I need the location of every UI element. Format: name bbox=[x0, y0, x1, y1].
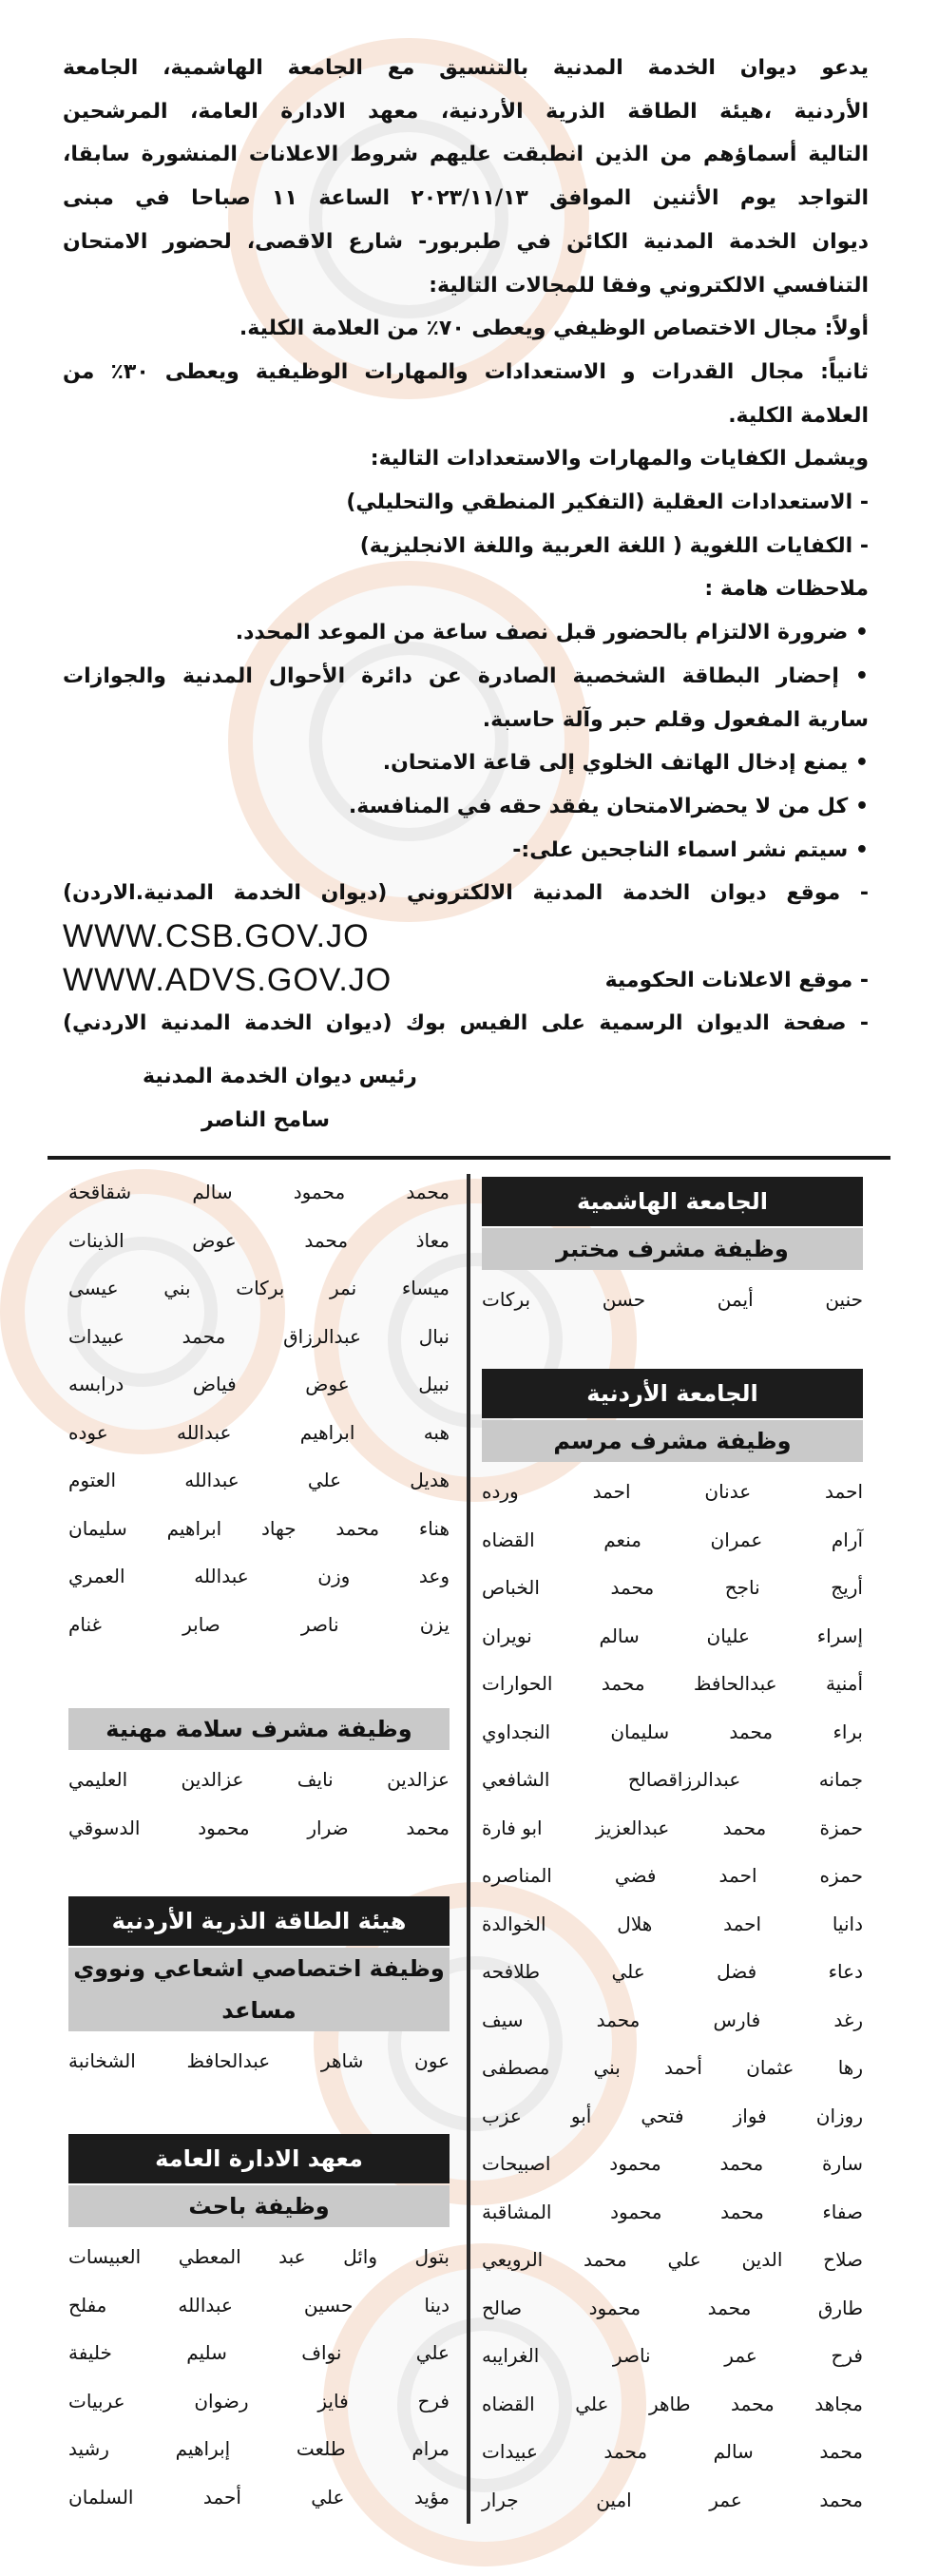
candidate-name-row bbox=[68, 1456, 450, 1505]
candidate-name-row bbox=[482, 1756, 863, 1804]
candidate-list bbox=[68, 2227, 450, 2521]
name-part: وزن bbox=[317, 1565, 351, 1588]
name-part: العبيسات bbox=[68, 2245, 142, 2269]
name-part: معاذ bbox=[415, 1228, 450, 1252]
announcement-line: ديوان الخدمة المدنية الكائن في طبربور- شارع الاقصى، لحضور الامتحان bbox=[63, 229, 869, 254]
name-part: عون bbox=[414, 2049, 450, 2073]
name-part: مفلح bbox=[68, 2293, 107, 2316]
name-part: غنام bbox=[68, 1612, 102, 1636]
csb-website-url: WWW.CSB.GOV.JO bbox=[63, 918, 370, 955]
name-part: أريج bbox=[831, 1576, 863, 1600]
name-part: اصبيحات bbox=[482, 2152, 551, 2176]
announcement-line: - الكفايات اللغوية ( اللغة العربية واللغة الانجليزية) bbox=[359, 533, 869, 558]
name-part: مرام bbox=[412, 2437, 450, 2461]
name-part: محمد bbox=[603, 2440, 648, 2464]
name-part: محمد bbox=[729, 1720, 774, 1743]
announcement-lines bbox=[63, 47, 869, 915]
candidate-name-row bbox=[68, 1601, 450, 1649]
candidate-list bbox=[68, 2031, 450, 2086]
candidate-name-row bbox=[482, 1948, 863, 1996]
name-part: الشافعي bbox=[482, 1768, 550, 1792]
announcement-line: يدعو ديوان الخدمة المدنية بالتنسيق مع الجامعة الهاشمية، الجامعة bbox=[63, 56, 869, 80]
name-part: هناء bbox=[418, 1516, 450, 1540]
candidate-name-row bbox=[68, 2037, 450, 2086]
name-part: ورده bbox=[482, 1480, 519, 1504]
announcement-line: التواجد يوم الأثنين الموافق ٢٠٢٣/١١/١٣ الساعة ١١ صباحا في مبنى bbox=[63, 186, 869, 211]
name-part: محمود bbox=[588, 2296, 641, 2319]
name-part: بتول bbox=[414, 2245, 450, 2269]
name-part: ناصر bbox=[300, 1612, 339, 1636]
name-part: أيمن bbox=[717, 1288, 754, 1312]
name-part: يزن bbox=[419, 1612, 450, 1636]
name-part: عبدالله bbox=[184, 1469, 239, 1492]
name-part: محمود bbox=[609, 2152, 661, 2176]
name-part: احمد bbox=[592, 1480, 631, 1504]
name-part: علي bbox=[311, 2485, 345, 2509]
signature-title: رئيس ديوان الخدمة المدنية bbox=[143, 1065, 417, 1088]
name-part: سليم bbox=[186, 2341, 227, 2365]
candidate-name-row bbox=[482, 1468, 863, 1516]
name-part: هلال bbox=[617, 1912, 653, 1935]
name-part: وعد bbox=[418, 1565, 450, 1588]
name-part: دينا bbox=[424, 2293, 450, 2316]
column-divider bbox=[467, 1174, 470, 2524]
name-part: عبدالرزاق bbox=[283, 1324, 361, 1348]
name-part: وائل bbox=[343, 2245, 378, 2269]
name-part: عيسى bbox=[68, 1277, 119, 1300]
name-part: عبدالله bbox=[194, 1565, 249, 1588]
name-part: أبو bbox=[570, 2104, 592, 2127]
candidate-name-row bbox=[482, 2476, 863, 2525]
name-part: عمران bbox=[710, 1528, 763, 1551]
name-part: عبيدات bbox=[68, 1324, 124, 1348]
organization-header: معهد الادارة العامة bbox=[68, 2134, 450, 2183]
name-part: المشاقبة bbox=[482, 2200, 552, 2223]
announcement-line: • يمنع إدخال الهاتف الخلوي إلى قاعة الامتحان. bbox=[382, 751, 869, 776]
name-part: عبدالحافظ bbox=[186, 2049, 271, 2073]
name-part: فياض bbox=[192, 1373, 237, 1396]
name-part: بركات bbox=[236, 1277, 285, 1300]
name-part: دانيا bbox=[832, 1912, 863, 1935]
name-part: عزالدين bbox=[387, 1768, 450, 1792]
name-part: عمر bbox=[709, 2488, 742, 2511]
name-part: مؤيد bbox=[413, 2485, 450, 2509]
name-part: محمد bbox=[731, 2392, 775, 2415]
name-part: مصطفى bbox=[482, 2056, 550, 2080]
job-title-header: وظيفة مشرف سلامة مهنية bbox=[68, 1708, 450, 1750]
name-part: محمد bbox=[819, 2488, 863, 2511]
candidate-name-row bbox=[68, 1756, 450, 1804]
candidate-name-row bbox=[482, 1804, 863, 1853]
job-section bbox=[68, 2134, 450, 2521]
advs-website-url: WWW.ADVS.GOV.JO bbox=[63, 961, 392, 998]
name-part: العتوم bbox=[68, 1469, 117, 1492]
candidate-name-row bbox=[68, 1505, 450, 1553]
announcement-line: • كل من لا يحضرالامتحان يفقد حقه في المنافسة. bbox=[348, 794, 869, 818]
job-section bbox=[68, 1708, 450, 1852]
job-title-header: وظيفة مشرف مرسم bbox=[482, 1420, 863, 1462]
announcement-line: ويشمل الكفايات والمهارات والاستعدادات التالية: bbox=[370, 447, 869, 471]
candidate-name-row bbox=[68, 2281, 450, 2330]
name-part: حسين bbox=[303, 2293, 354, 2316]
name-part: محمد bbox=[335, 1516, 380, 1540]
candidate-list bbox=[68, 1750, 450, 1852]
announcement-line: الأردنية ،هيئة الطاقة الذرية الأردنية، معهد الادارة العامة، المرشحين bbox=[63, 99, 869, 124]
name-part: محمد bbox=[720, 2200, 764, 2223]
name-part: محمد bbox=[610, 1576, 655, 1600]
name-part: ناجح bbox=[724, 1576, 760, 1600]
name-part: درابسه bbox=[68, 1373, 124, 1396]
candidate-name-row bbox=[482, 2140, 863, 2188]
name-part: ابو فارة bbox=[482, 1816, 543, 1839]
name-part: عوض bbox=[192, 1228, 237, 1252]
name-part: عثمان bbox=[746, 2056, 794, 2080]
name-part: إسراء bbox=[816, 1624, 863, 1647]
candidate-name-row bbox=[68, 2377, 450, 2426]
name-part: محمود bbox=[198, 1816, 250, 1839]
name-part: أحمد bbox=[663, 2056, 702, 2080]
job-section bbox=[482, 1369, 863, 2524]
name-part: فارس bbox=[713, 2008, 761, 2031]
name-part: نبيل bbox=[418, 1373, 450, 1396]
name-part: المناصره bbox=[482, 1864, 552, 1888]
name-part: عوض bbox=[305, 1373, 350, 1396]
name-part: سليمان bbox=[68, 1516, 127, 1540]
candidate-name-row bbox=[482, 1708, 863, 1757]
name-part: نواف bbox=[301, 2341, 342, 2365]
name-part: منعم bbox=[603, 1528, 641, 1551]
candidate-name-row bbox=[68, 1409, 450, 1457]
name-part: فواز bbox=[733, 2104, 767, 2127]
job-section bbox=[68, 1168, 450, 1648]
name-part: حمزة bbox=[819, 1816, 863, 1839]
name-part: محمد bbox=[406, 1181, 450, 1204]
organization-header: هيئة الطاقة الذرية الأردنية bbox=[68, 1896, 450, 1946]
name-part: محمد bbox=[719, 2152, 764, 2176]
name-part: طاهر bbox=[648, 2392, 691, 2415]
name-part: محمد bbox=[304, 1228, 349, 1252]
announcement-line: - الاستعدادات العقلية (التفكير المنطقي والتحليلي) bbox=[346, 490, 869, 515]
name-part: الخوالدة bbox=[482, 1912, 546, 1935]
candidate-name-row bbox=[68, 1168, 450, 1217]
name-part: حسن bbox=[602, 1288, 646, 1312]
name-part: محمد bbox=[707, 2296, 752, 2319]
name-part: عبدالرزاقصالح bbox=[627, 1768, 741, 1792]
name-part: محمود bbox=[293, 1181, 346, 1204]
candidate-name-row bbox=[482, 1564, 863, 1612]
name-part: رضوان bbox=[194, 2389, 249, 2413]
candidate-name-row bbox=[482, 1612, 863, 1661]
name-part: علي bbox=[611, 1960, 645, 1984]
name-part: العليمي bbox=[68, 1768, 128, 1792]
candidate-name-row bbox=[482, 1852, 863, 1900]
name-part: فرح bbox=[417, 2389, 450, 2413]
name-part: سارة bbox=[822, 2152, 863, 2176]
candidate-name-row bbox=[68, 1360, 450, 1409]
name-part: سالم bbox=[192, 1181, 233, 1204]
candidate-name-row bbox=[482, 1996, 863, 2045]
name-part: القضاه bbox=[482, 2392, 535, 2415]
facebook-page-line: - صفحة الديوان الرسمية على الفيس بوك (ديوان الخدمة المدنية الاردني) bbox=[63, 1011, 869, 1036]
job-title-header: وظيفة مشرف مختبر bbox=[482, 1228, 863, 1270]
name-part: القضاه bbox=[482, 1528, 535, 1551]
name-part: الشخانبة bbox=[68, 2049, 136, 2073]
name-part: حنين bbox=[825, 1288, 863, 1312]
name-part: محمد bbox=[722, 1816, 767, 1839]
name-part: عدنان bbox=[704, 1480, 752, 1504]
name-part: صابر bbox=[182, 1612, 220, 1636]
name-part: جمانه bbox=[818, 1768, 863, 1792]
candidate-name-row bbox=[482, 2092, 863, 2141]
name-part: نبال bbox=[418, 1324, 450, 1348]
name-part: آرام bbox=[831, 1528, 863, 1551]
name-part: دعاء bbox=[828, 1960, 863, 1984]
candidate-name-row bbox=[68, 1552, 450, 1601]
candidate-list bbox=[482, 1462, 863, 2524]
candidate-list bbox=[68, 1168, 450, 1648]
name-part: الدين bbox=[741, 2248, 783, 2272]
job-section bbox=[68, 1896, 450, 2086]
name-part: الرويعي bbox=[482, 2248, 544, 2272]
name-part: فايز bbox=[317, 2389, 349, 2413]
name-part: عليان bbox=[706, 1624, 750, 1647]
name-part: عزب bbox=[482, 2104, 522, 2127]
name-part: النجداوي bbox=[482, 1720, 550, 1743]
candidate-name-row bbox=[482, 1900, 863, 1949]
name-part: محمد bbox=[819, 2440, 863, 2464]
announcement-line: - موقع ديوان الخدمة المدنية الالكتروني (ديوان الخدمة المدنية.الاردن) bbox=[63, 881, 869, 906]
name-part: المعطي bbox=[178, 2245, 241, 2269]
signature-name: سامح الناصر bbox=[201, 1108, 331, 1132]
name-part: جهاد bbox=[261, 1516, 297, 1540]
candidate-name-row bbox=[482, 2188, 863, 2237]
name-part: جرار bbox=[482, 2488, 519, 2511]
candidate-name-row bbox=[68, 2233, 450, 2281]
name-part: ضرار bbox=[307, 1816, 349, 1839]
name-part: الحوارات bbox=[482, 1672, 553, 1696]
name-part: ابراهيم bbox=[166, 1516, 222, 1540]
name-part: العمري bbox=[68, 1565, 125, 1588]
name-part: فتحي bbox=[641, 2104, 684, 2127]
candidate-name-row bbox=[68, 2425, 450, 2473]
name-part: الذينات bbox=[68, 1228, 124, 1252]
candidate-list bbox=[482, 1270, 863, 1324]
name-part: عبد bbox=[278, 2245, 306, 2269]
name-part: علي bbox=[575, 2392, 609, 2415]
candidate-name-row bbox=[68, 1804, 450, 1853]
name-part: بني bbox=[593, 2056, 621, 2080]
name-part: علي bbox=[415, 2341, 450, 2365]
name-part: براء bbox=[833, 1720, 863, 1743]
name-part: مجاهد bbox=[814, 2392, 863, 2415]
name-part: بني bbox=[163, 1277, 191, 1300]
candidate-name-row bbox=[482, 1660, 863, 1708]
name-part: عزالدين bbox=[181, 1768, 244, 1792]
announcement-line: العلامة الكلية. bbox=[728, 403, 869, 428]
name-part: ميساء bbox=[401, 1277, 450, 1300]
announcement-text bbox=[63, 47, 869, 1046]
announcement-line: ثانياً: مجال القدرات و الاستعدادات والمهارات الوظيفية ويعطى ٣٠٪ من bbox=[63, 359, 869, 384]
organization-header: الجامعة الأردنية bbox=[482, 1369, 863, 1418]
name-part: نويران bbox=[482, 1624, 532, 1647]
name-part: محمد bbox=[596, 2008, 641, 2031]
name-part: عربيات bbox=[68, 2389, 125, 2413]
name-part: محمد bbox=[406, 1816, 450, 1839]
advs-website-line bbox=[63, 959, 869, 1003]
name-part: عبدالله bbox=[176, 1420, 232, 1444]
name-part: عبيدات bbox=[482, 2440, 538, 2464]
name-part: سليمان bbox=[610, 1720, 670, 1743]
name-part: هبه bbox=[423, 1420, 450, 1444]
name-part: رها bbox=[837, 2056, 863, 2080]
name-part: بركات bbox=[482, 1288, 531, 1312]
name-part: محمد bbox=[601, 1672, 645, 1696]
name-part: رغد bbox=[833, 2008, 863, 2031]
name-part: صالح bbox=[482, 2296, 523, 2319]
name-part: نمر bbox=[330, 1277, 357, 1300]
job-title-header: وظيفة باحث bbox=[68, 2185, 450, 2227]
job-section bbox=[482, 1177, 863, 1324]
name-part: احمد bbox=[825, 1480, 863, 1504]
name-part: ناصر bbox=[612, 2344, 651, 2368]
name-part: عبدالحافظ bbox=[693, 1672, 777, 1696]
candidate-name-row bbox=[68, 1313, 450, 1361]
name-part: محمد bbox=[584, 2248, 627, 2272]
candidate-name-row bbox=[482, 2284, 863, 2333]
candidate-name-row bbox=[482, 1276, 863, 1324]
name-part: عبدالله bbox=[178, 2293, 233, 2316]
name-part: صلاح bbox=[823, 2248, 863, 2272]
name-part: طارق bbox=[817, 2296, 863, 2319]
job-title-header: وظيفة اختصاصي اشعاعي ونووي مساعد bbox=[68, 1948, 450, 2031]
candidate-name-row bbox=[482, 1516, 863, 1565]
name-part: هديل bbox=[410, 1469, 450, 1492]
name-part: الخباص bbox=[482, 1576, 540, 1600]
name-part: السلمان bbox=[68, 2485, 134, 2509]
name-part: الدسوقي bbox=[68, 1816, 141, 1839]
announcement-line: ملاحظات هامة : bbox=[704, 577, 869, 602]
name-part: شقاقحة bbox=[68, 1181, 132, 1204]
name-part: نايف bbox=[297, 1768, 334, 1792]
announcement-line: سارية المفعول وقلم حبر وآلة حاسبة. bbox=[482, 707, 869, 732]
name-part: روزان bbox=[815, 2104, 863, 2127]
name-part: سالم bbox=[713, 2440, 754, 2464]
candidate-name-row bbox=[68, 2329, 450, 2377]
name-part: امين bbox=[596, 2488, 632, 2511]
name-part: أمنية bbox=[825, 1672, 863, 1696]
announcement-line: • إحضار البطاقة الشخصية الصادرة عن دائرة الأحوال المدنية والجوازات bbox=[63, 663, 869, 688]
announcement-line: • ضرورة الالتزام بالحضور قبل نصف ساعة من الموعد المحدد. bbox=[235, 621, 869, 645]
name-part: فضل bbox=[717, 1960, 757, 1984]
candidate-name-row bbox=[68, 1217, 450, 1265]
name-part: علي bbox=[667, 2248, 701, 2272]
name-part: شاهر bbox=[320, 2049, 364, 2073]
name-part: محمد bbox=[182, 1324, 226, 1348]
name-part: عبدالعزيز bbox=[595, 1816, 670, 1839]
name-part: صفاء bbox=[822, 2200, 863, 2223]
name-part: احمد bbox=[723, 1912, 762, 1935]
name-part: محمود bbox=[610, 2200, 662, 2223]
name-part: سيف bbox=[482, 2008, 524, 2031]
candidate-name-row bbox=[482, 2380, 863, 2429]
organization-header: الجامعة الهاشمية bbox=[482, 1177, 863, 1226]
candidate-name-row bbox=[482, 2428, 863, 2476]
name-part: رشيد bbox=[68, 2437, 109, 2461]
name-part: خليفة bbox=[68, 2341, 112, 2365]
name-part: فرح bbox=[831, 2344, 863, 2368]
name-part: طلعت bbox=[296, 2437, 346, 2461]
name-part: حمزه bbox=[819, 1864, 863, 1888]
name-part: احمد bbox=[718, 1864, 757, 1888]
candidate-name-row bbox=[68, 2473, 450, 2522]
name-part: علي bbox=[307, 1469, 342, 1492]
name-part: أحمد bbox=[202, 2485, 241, 2509]
name-part: سالم bbox=[599, 1624, 640, 1647]
advs-website-label: - موقع الاعلانات الحكومية bbox=[604, 968, 869, 992]
name-part: عوده bbox=[68, 1420, 108, 1444]
candidate-name-row bbox=[482, 2044, 863, 2092]
name-part: إبراهيم bbox=[175, 2437, 231, 2461]
candidate-name-row bbox=[482, 2236, 863, 2284]
name-part: ابراهيم bbox=[299, 1420, 355, 1444]
candidate-name-row bbox=[68, 1264, 450, 1313]
candidate-name-row bbox=[482, 2332, 863, 2380]
name-part: الغرايبه bbox=[482, 2344, 540, 2368]
announcement-line: أولاً: مجال الاختصاص الوظيفي ويعطى ٧٠٪ من العلامة الكلية. bbox=[239, 317, 869, 341]
name-part: عمر bbox=[724, 2344, 757, 2368]
horizontal-divider bbox=[48, 1156, 890, 1160]
name-part: فضي bbox=[614, 1864, 657, 1888]
announcement-line: • سيتم نشر اسماء الناجحين على:- bbox=[512, 837, 869, 862]
announcement-line: التالية أسماؤهم من الذين انطبقت عليهم شروط الاعلانات المنشورة سابقا، bbox=[63, 143, 869, 167]
announcement-line: التنافسي الالكتروني وفقا للمجالات التالية: bbox=[429, 273, 869, 298]
name-part: طلافحه bbox=[482, 1960, 541, 1984]
